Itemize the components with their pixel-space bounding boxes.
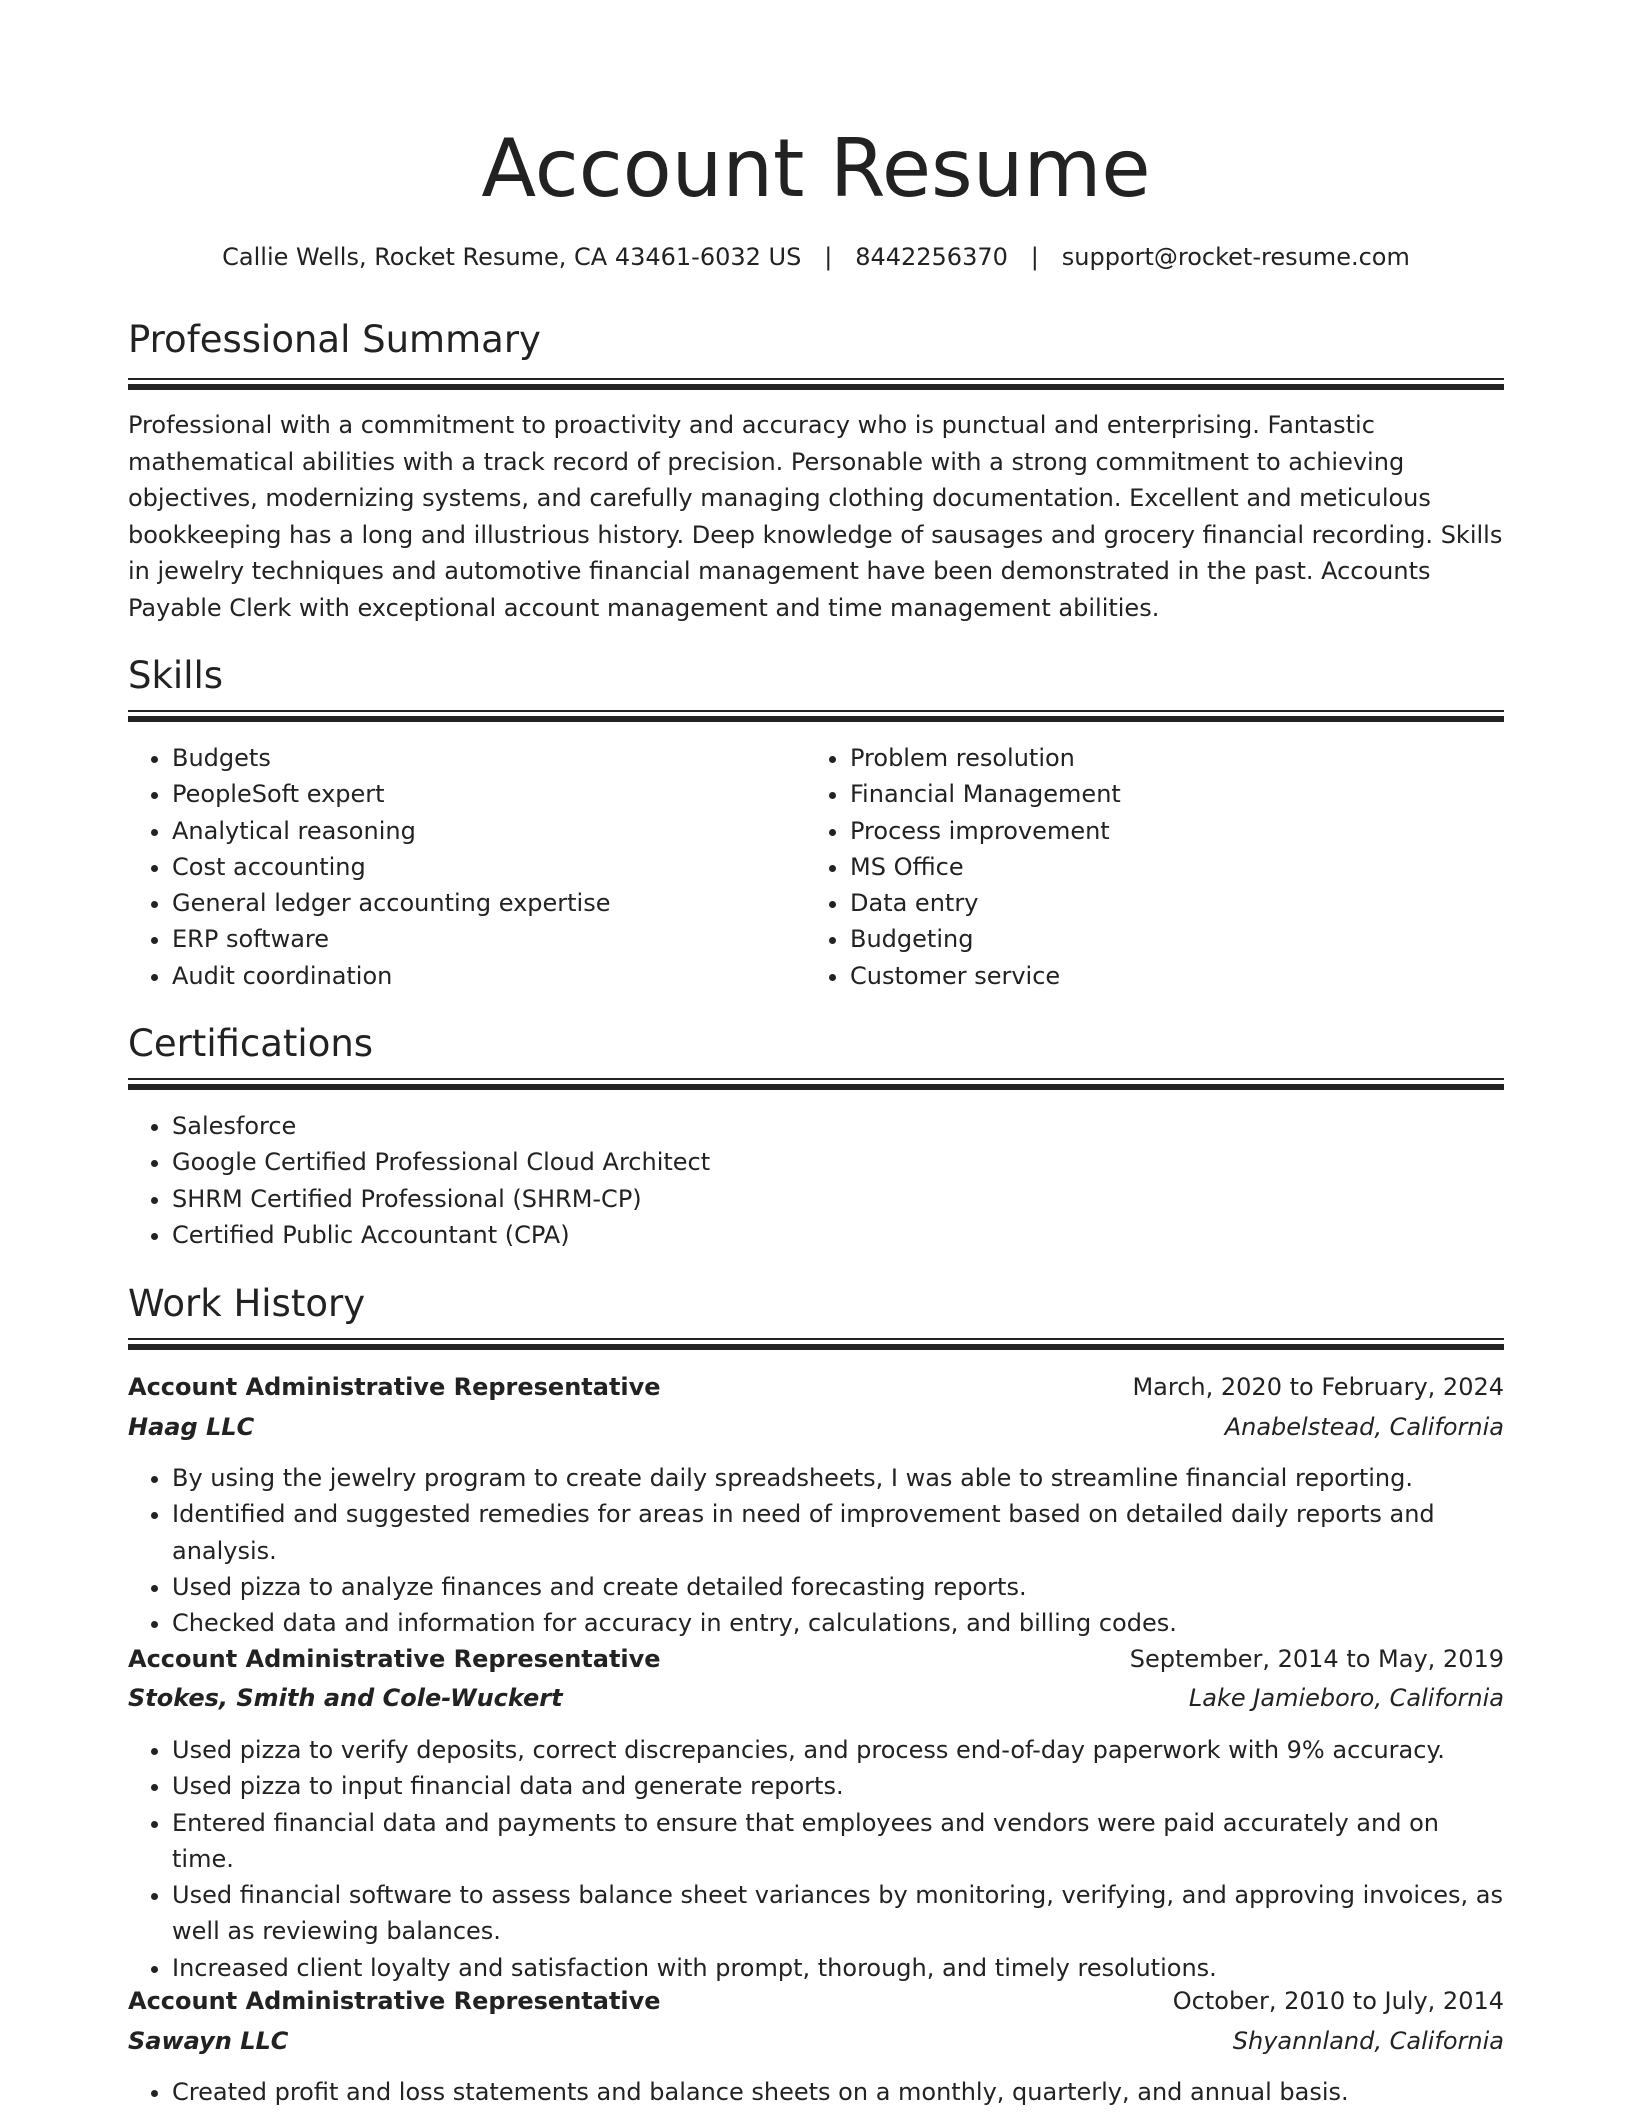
skill-item: • Analytical reasoning xyxy=(172,813,812,849)
job-title: Account Administrative Representative xyxy=(128,1645,661,1673)
certification-item: • Certified Public Accountant (CPA) xyxy=(172,1217,1504,1253)
summary-text: Professional with a commitment to proactivity and accuracy who is punctual and enterprising. Fantastic mathematical abilities with a track record of precision. Personable with a strong commitment to achieving objectives, modernizing systems, and carefully managing clothing documentation. Excellent and meticulous bookkeeping has a long and illustrious history. Deep knowledge of sausages and grocery financial recording. Skills in jewelry techniques and automotive financial management have been demonstrated in the past. Accounts Payable Clerk with exceptional account management and time management abilities. xyxy=(128,411,1503,622)
job-title: Account Administrative Representative xyxy=(128,1987,661,2015)
skills-list-right xyxy=(806,740,1490,994)
skill-item: • Problem resolution xyxy=(850,740,1490,776)
job-location: Anabelstead, California xyxy=(1224,1413,1504,1441)
skill-item: • ERP software xyxy=(172,921,812,957)
job-dates: March, 2020 to February, 2024 xyxy=(1132,1373,1504,1401)
section-heading-certifications: Certifications xyxy=(128,1022,374,1065)
job-company: Stokes, Smith and Cole-Wuckert xyxy=(128,1684,563,1712)
job-bullet: • By using the jewelry program to create daily spreadsheets, I was able to streamline financial reporting. xyxy=(172,1460,1504,1496)
certification-item: • Salesforce xyxy=(172,1108,1504,1144)
job-bullet: • Created profit and loss statements and balance sheets on a monthly, quarterly, and annual basis. xyxy=(172,2074,1504,2110)
job-dates: September, 2014 to May, 2019 xyxy=(1129,1645,1504,1673)
job-title: Account Administrative Representative xyxy=(128,1373,661,1401)
section-heading-summary: Professional Summary xyxy=(128,318,541,361)
job-bullets xyxy=(128,1732,1504,1986)
section-divider xyxy=(128,1338,1504,1350)
job-bullet: • Used pizza to analyze finances and create detailed forecasting reports. xyxy=(172,1569,1504,1605)
section-divider xyxy=(128,710,1504,722)
job-location: Shyannland, California xyxy=(1232,2027,1504,2055)
job-bullets xyxy=(128,2074,1504,2110)
section-divider xyxy=(128,378,1504,390)
job-bullet: • Used pizza to input financial data and generate reports. xyxy=(172,1768,1504,1804)
resume-title: Account Resume xyxy=(481,122,1151,215)
job-bullet: • Used pizza to verify deposits, correct discrepancies, and process end-of-day paperwork with 9% accuracy. xyxy=(172,1732,1504,1768)
contact-line: Callie Wells, Rocket Resume, CA 43461-6032 US | 8442256370 | support@rocket-resume.com xyxy=(222,243,1410,271)
skill-item: • Customer service xyxy=(850,958,1490,994)
skills-list-left xyxy=(128,740,812,994)
skill-item: • Cost accounting xyxy=(172,849,812,885)
skill-item: • MS Office xyxy=(850,849,1490,885)
certifications-list xyxy=(128,1108,1504,1253)
skill-item: • Budgeting xyxy=(850,921,1490,957)
skill-item: • Data entry xyxy=(850,885,1490,921)
section-heading-skills: Skills xyxy=(128,654,224,697)
skill-item: • Budgets xyxy=(172,740,812,776)
skill-item: • General ledger accounting expertise xyxy=(172,885,812,921)
job-location: Lake Jamieboro, California xyxy=(1188,1684,1504,1712)
job-bullet: • Identified and suggested remedies for areas in need of improvement based on detailed daily reports and analysis. xyxy=(172,1496,1504,1569)
job-bullet: • Increased client loyalty and satisfaction with prompt, thorough, and timely resolutions. xyxy=(172,1950,1504,1986)
job-bullets xyxy=(128,1460,1504,1641)
job-company: Haag LLC xyxy=(128,1413,255,1441)
job-bullet: • Checked data and information for accuracy in entry, calculations, and billing codes. xyxy=(172,1605,1504,1641)
skill-item: • Audit coordination xyxy=(172,958,812,994)
certification-item: • SHRM Certified Professional (SHRM-CP) xyxy=(172,1181,1504,1217)
section-divider xyxy=(128,1078,1504,1090)
job-dates: October, 2010 to July, 2014 xyxy=(1172,1987,1504,2015)
job-company: Sawayn LLC xyxy=(128,2027,289,2055)
skill-item: • PeopleSoft expert xyxy=(172,776,812,812)
skill-item: • Process improvement xyxy=(850,813,1490,849)
job-bullet: • Used financial software to assess balance sheet variances by monitoring, verifying, and approving invoices, as well as reviewing balances. xyxy=(172,1877,1504,1950)
section-heading-work-history: Work History xyxy=(128,1282,366,1325)
certification-item: • Google Certified Professional Cloud Architect xyxy=(172,1144,1504,1180)
skill-item: • Financial Management xyxy=(850,776,1490,812)
job-bullet: • Entered financial data and payments to ensure that employees and vendors were paid accurately and on time. xyxy=(172,1805,1504,1878)
